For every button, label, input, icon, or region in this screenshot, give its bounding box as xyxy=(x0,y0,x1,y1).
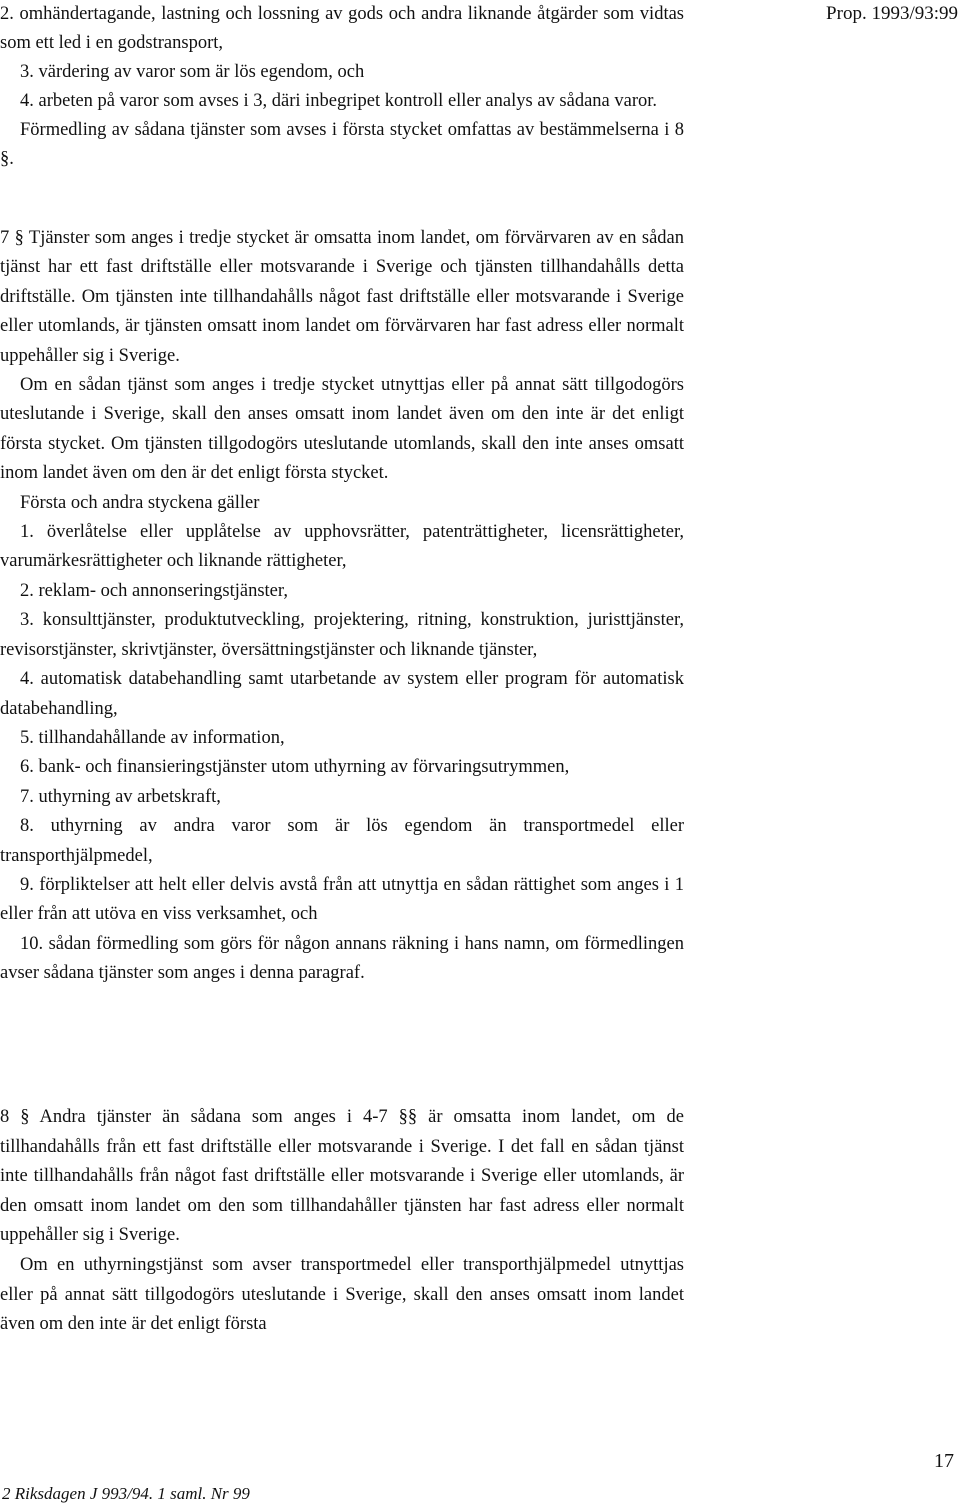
list-item: 4. automatisk databehandling samt utarbetande av system eller program för automatisk databehandling, xyxy=(0,669,684,719)
list-item: 10. sådan förmedling som görs för någon annans räkning i hans namn, om förmedlingen avser sådana tjänster som anges i denna paragraf. xyxy=(0,933,684,984)
paragraph: 8 § Andra tjänster än sådana som anges i 4-7 §§ är omsatta inom landet, om de tillhandahålls från ett fast driftställe eller motsvarande i Sverige. I det fall en sådan tjänst inte tillhandahålls från något fast driftställe eller motsvarande i Sverige eller utomlands, är den omsatt inom landet om den som tillhandahåller tjänsten har fast adress eller normalt uppehåller sig i Sverige. xyxy=(0,1107,684,1246)
list-item: 9. förpliktelser att helt eller delvis avstå från att utnyttja en sådan rättighet som anges i 1 eller från att utöva en viss verksamhet, och xyxy=(0,874,684,925)
list-item: 2. reklam- och annonseringstjänster, xyxy=(20,580,288,601)
page-number: 17 xyxy=(934,1450,954,1472)
proposition-reference: Prop. 1993/93:99 xyxy=(826,3,958,24)
paragraph: Första och andra styckena gäller xyxy=(20,492,260,513)
list-item: 3. konsulttjänster, produktutveckling, projektering, ritning, konstruktion, juristtjänster, revisorstjänster, skrivtjänster, översättningstjänster och liknande tjänster, xyxy=(0,610,684,660)
list-item: 6. bank- och finansieringstjänster utom uthyrning av förvaringsutrymmen, xyxy=(20,757,570,778)
section-7 xyxy=(0,224,684,989)
list-item: 7. uthyrning av arbetskraft, xyxy=(20,786,221,807)
footer-reference: 2 Riksdagen J 993/94. 1 saml. Nr 99 xyxy=(2,1484,250,1503)
section-8 xyxy=(0,1103,684,1340)
list-item: 5. tillhandahållande av information, xyxy=(20,727,285,748)
paragraph: 7 § Tjänster som anges i tredje stycket är omsatta inom landet, om förvärvaren av en sådan tjänst har ett fast driftställe eller motsvarande i Sverige och tjänsten tillhandahålls detta driftställe. Om tjänsten inte tillhandahålls något fast driftställe eller motsvarande i Sverige eller utomlands, är tjänsten omsatt inom landet om förvärvaren har fast adress eller normalt uppehåller sig i Sverige. xyxy=(0,228,684,366)
paragraph: 3. värdering av varor som är lös egendom, och xyxy=(20,62,365,82)
paragraph: Om en sådan tjänst som anges i tredje stycket utnyttjas eller på annat sätt tillgodogörs uteslutande i Sverige, skall den anses omsatt inom landet även om den inte är det enligt första stycket. Om tjänsten tillgodogörs uteslutande utomlands, skall den inte anses omsatt inom landet även om den är det enligt första stycket. xyxy=(0,375,684,484)
list-item: 8. uthyrning av andra varor som är lös egendom än transportmedel eller transporthjälpmedel, xyxy=(0,816,684,866)
paragraph: 2. omhändertagande, lastning och lossning av gods och andra liknande åtgärder som vidtas som ett led i en godstransport, xyxy=(0,4,684,53)
paragraph: Förmedling av sådana tjänster som avses i första stycket omfattas av bestämmelserna i 8 §. xyxy=(0,120,684,169)
paragraph: 4. arbeten på varor som avses i 3, däri inbegripet kontroll eller analys av sådana varor. xyxy=(20,91,658,111)
paragraph: Om en uthyrningstjänst som avser transportmedel eller transporthjälpmedel utnyttjas eller på annat sätt tillgodogörs uteslutande i Sverige, skall den anses omsatt inom landet även om den inte är det enligt första xyxy=(0,1254,684,1335)
list-item: 1. överlåtelse eller upplåtelse av upphovsrätter, patenträttigheter, licensrättigheter, varumärkesrättigheter och liknande rättigheter, xyxy=(0,522,684,572)
section-top xyxy=(0,0,684,174)
